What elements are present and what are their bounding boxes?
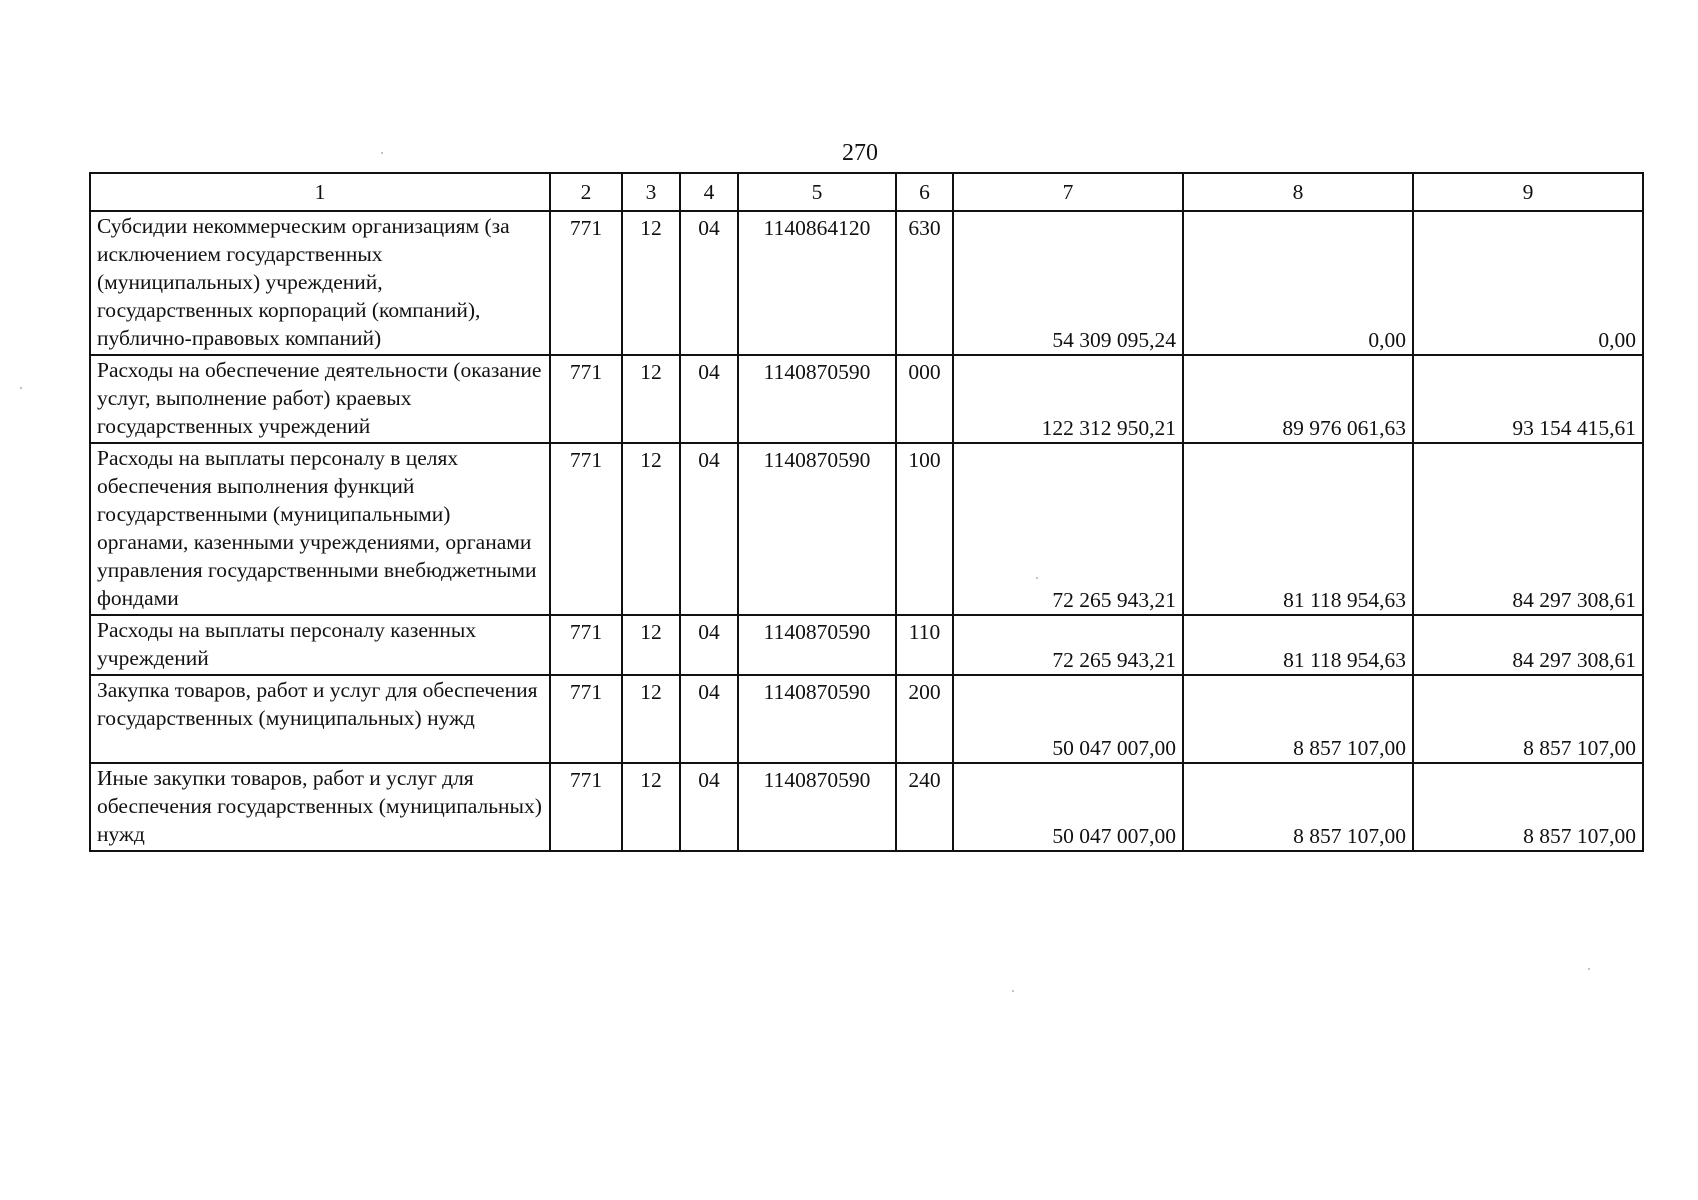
row-code-5: 1140870590 [738, 675, 896, 763]
row-name: Расходы на выплаты персоналу казенных учреждений [90, 615, 550, 675]
row-sum-7: 50 047 007,00 [953, 675, 1183, 763]
row-sum-8: 81 118 954,63 [1183, 443, 1413, 615]
row-code-3: 12 [622, 675, 680, 763]
scan-speck [20, 387, 22, 389]
row-code-2: 771 [550, 211, 622, 355]
row-sum-9: 93 154 415,61 [1413, 355, 1643, 443]
header-cell-3: 3 [622, 173, 680, 211]
row-code-5: 1140864120 [738, 211, 896, 355]
scan-speck [1012, 990, 1014, 992]
row-code-4: 04 [680, 675, 738, 763]
row-code-3: 12 [622, 763, 680, 851]
row-sum-8: 89 976 061,63 [1183, 355, 1413, 443]
row-code-4: 04 [680, 443, 738, 615]
table-row [90, 675, 1643, 763]
header-cell-5: 5 [738, 173, 896, 211]
row-code-6: 100 [896, 443, 953, 615]
scan-speck [381, 152, 383, 154]
row-sum-7: 54 309 095,24 [953, 211, 1183, 355]
row-code-2: 771 [550, 615, 622, 675]
row-code-5: 1140870590 [738, 763, 896, 851]
row-sum-7: 72 265 943,21 [953, 615, 1183, 675]
table-row [90, 763, 1643, 851]
row-code-4: 04 [680, 615, 738, 675]
row-name: Расходы на обеспечение деятельности (оказание услуг, выполнение работ) краевых государственных учреждений [90, 355, 550, 443]
row-code-4: 04 [680, 211, 738, 355]
row-sum-9: 0,00 [1413, 211, 1643, 355]
row-name: Иные закупки товаров, работ и услуг для обеспечения государственных (муниципальных) нужд [90, 763, 550, 851]
row-code-3: 12 [622, 211, 680, 355]
row-code-4: 04 [680, 355, 738, 443]
row-code-6: 630 [896, 211, 953, 355]
header-cell-1: 1 [90, 173, 550, 211]
row-code-2: 771 [550, 355, 622, 443]
row-code-6: 200 [896, 675, 953, 763]
row-sum-9: 84 297 308,61 [1413, 615, 1643, 675]
row-sum-9: 8 857 107,00 [1413, 763, 1643, 851]
table-header-row [90, 173, 1643, 211]
header-cell-4: 4 [680, 173, 738, 211]
row-sum-8: 0,00 [1183, 211, 1413, 355]
row-code-5: 1140870590 [738, 355, 896, 443]
row-code-2: 771 [550, 763, 622, 851]
table-row [90, 443, 1643, 615]
table-row [90, 355, 1643, 443]
header-cell-6: 6 [896, 173, 953, 211]
header-cell-2: 2 [550, 173, 622, 211]
row-sum-7: 50 047 007,00 [953, 763, 1183, 851]
row-code-2: 771 [550, 675, 622, 763]
row-code-3: 12 [622, 355, 680, 443]
budget-table [89, 172, 1644, 852]
row-code-2: 771 [550, 443, 622, 615]
row-name: Расходы на выплаты персоналу в целях обеспечения выполнения функций государственными (муниципальными) органами, казенными учреждениями, органами управления государственными внебюджетными фондами [90, 443, 550, 615]
row-sum-7: 72 265 943,21 [953, 443, 1183, 615]
table-row [90, 615, 1643, 675]
row-code-6: 000 [896, 355, 953, 443]
header-cell-9: 9 [1413, 173, 1643, 211]
row-name: Субсидии некоммерческим организациям (за исключением государственных (муниципальных) учреждений, государственных корпораций (компаний), публично-правовых компаний) [90, 211, 550, 355]
row-code-3: 12 [622, 615, 680, 675]
table-row [90, 211, 1643, 355]
row-sum-9: 84 297 308,61 [1413, 443, 1643, 615]
row-sum-8: 8 857 107,00 [1183, 675, 1413, 763]
row-sum-7: 122 312 950,21 [953, 355, 1183, 443]
row-code-5: 1140870590 [738, 615, 896, 675]
scan-speck [1036, 577, 1038, 579]
row-code-6: 110 [896, 615, 953, 675]
header-cell-7: 7 [953, 173, 1183, 211]
page-number: 270 [842, 140, 878, 166]
row-sum-8: 81 118 954,63 [1183, 615, 1413, 675]
row-code-4: 04 [680, 763, 738, 851]
row-name: Закупка товаров, работ и услуг для обеспечения государственных (муниципальных) нужд [90, 675, 550, 763]
row-sum-8: 8 857 107,00 [1183, 763, 1413, 851]
row-code-6: 240 [896, 763, 953, 851]
row-code-3: 12 [622, 443, 680, 615]
row-code-5: 1140870590 [738, 443, 896, 615]
scan-speck [1588, 968, 1590, 970]
header-cell-8: 8 [1183, 173, 1413, 211]
row-sum-9: 8 857 107,00 [1413, 675, 1643, 763]
